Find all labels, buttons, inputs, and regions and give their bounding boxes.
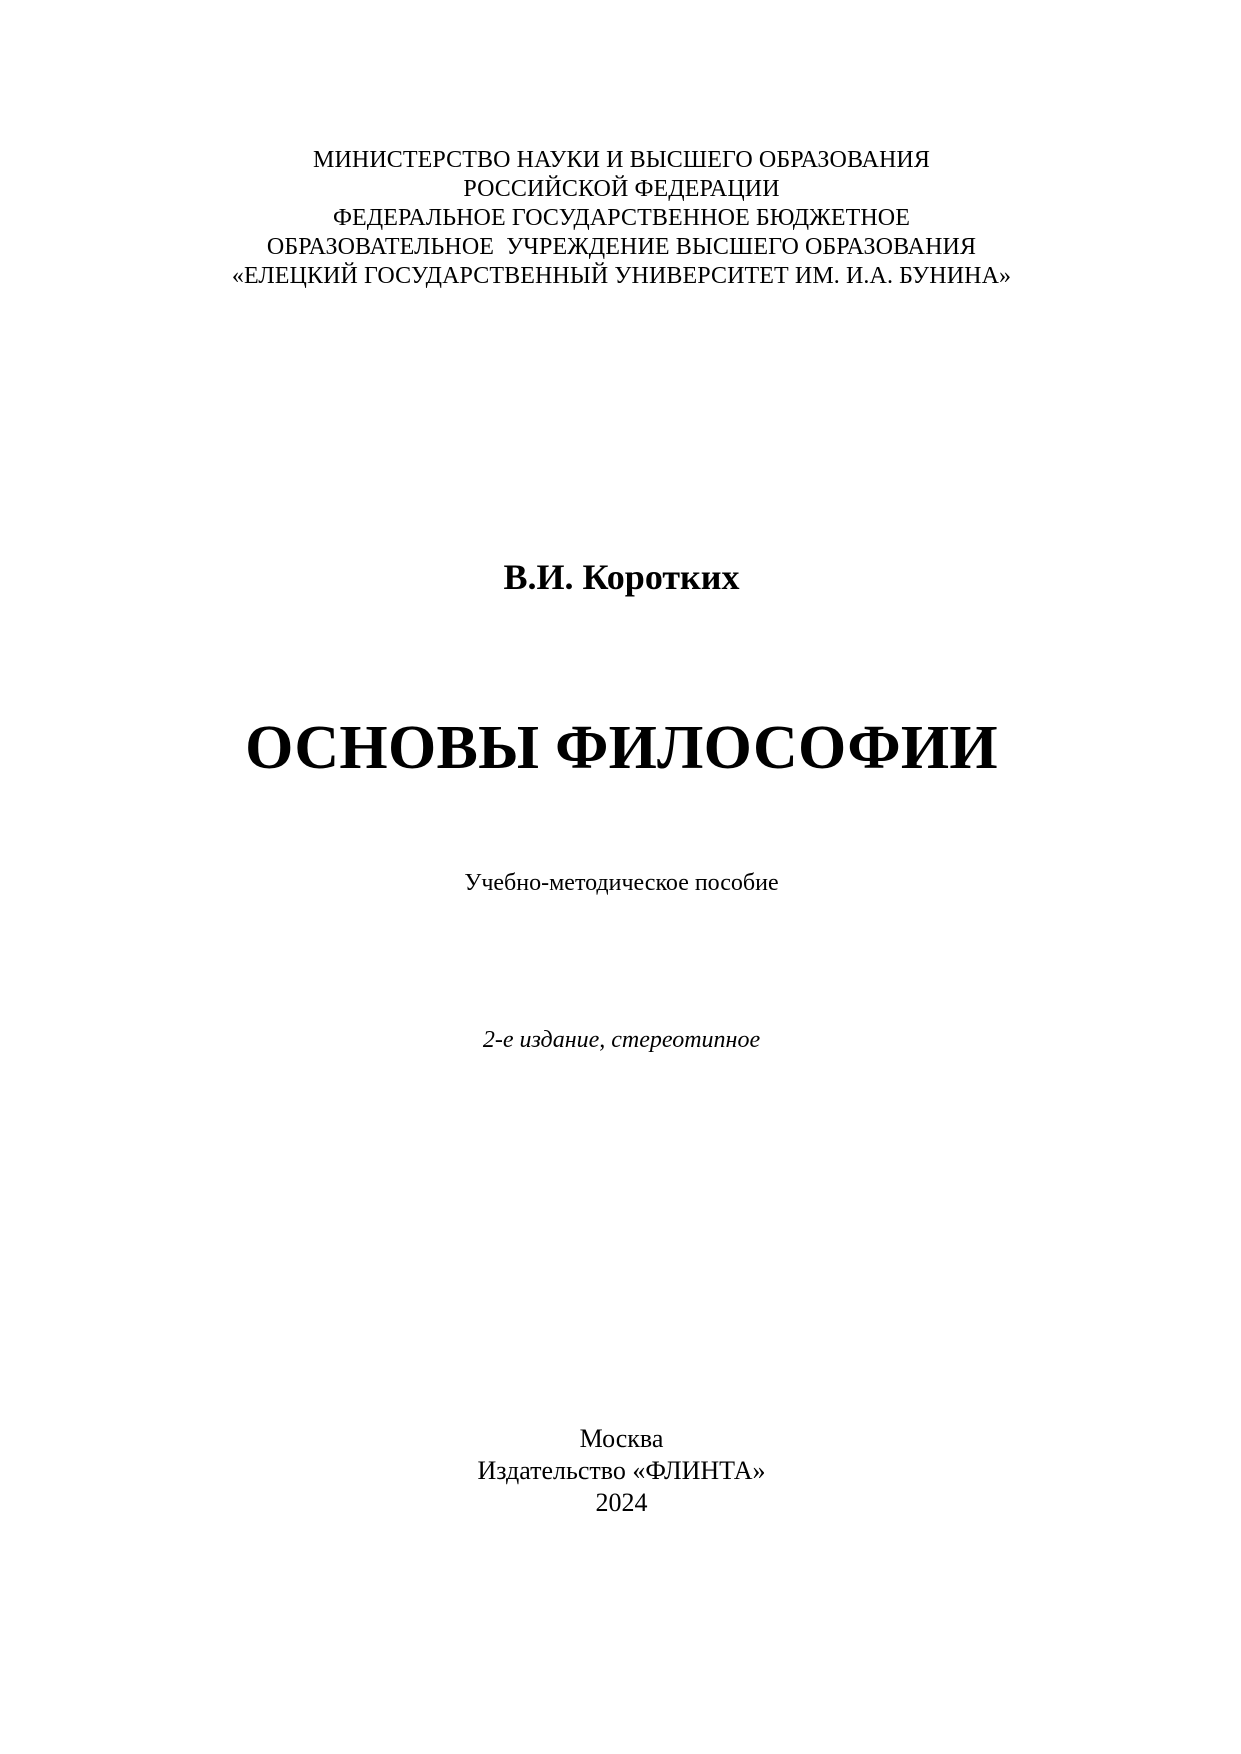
institution-line: МИНИСТЕРСТВО НАУКИ И ВЫСШЕГО ОБРАЗОВАНИЯ (313, 147, 930, 173)
book-title: ОСНОВЫ ФИЛОСОФИИ (245, 714, 998, 782)
institution-line: «ЕЛЕЦКИЙ ГОСУДАРСТВЕННЫЙ УНИВЕРСИТЕТ ИМ. И.А. БУНИНА» (231, 263, 1012, 289)
institution-header (0, 146, 1241, 291)
institution-line: ОБРАЗОВАТЕЛЬНОЕ УЧРЕЖДЕНИЕ ВЫСШЕГО ОБРАЗОВАНИЯ (266, 234, 977, 260)
author-name: В.И. Коротких (503, 557, 740, 597)
imprint (0, 1423, 1241, 1519)
institution-line: ФЕДЕРАЛЬНОЕ ГОСУДАРСТВЕННОЕ БЮДЖЕТНОЕ (332, 205, 910, 231)
edition-note: 2-е издание, стереотипное (482, 1027, 761, 1053)
imprint-year: 2024 (595, 1488, 648, 1517)
institution-line: РОССИЙСКОЙ ФЕДЕРАЦИИ (463, 176, 780, 202)
imprint-city: Москва (579, 1424, 664, 1453)
book-subtitle: Учебно-методическое пособие (464, 870, 779, 896)
imprint-publisher: Издательство «ФЛИНТА» (477, 1456, 766, 1485)
